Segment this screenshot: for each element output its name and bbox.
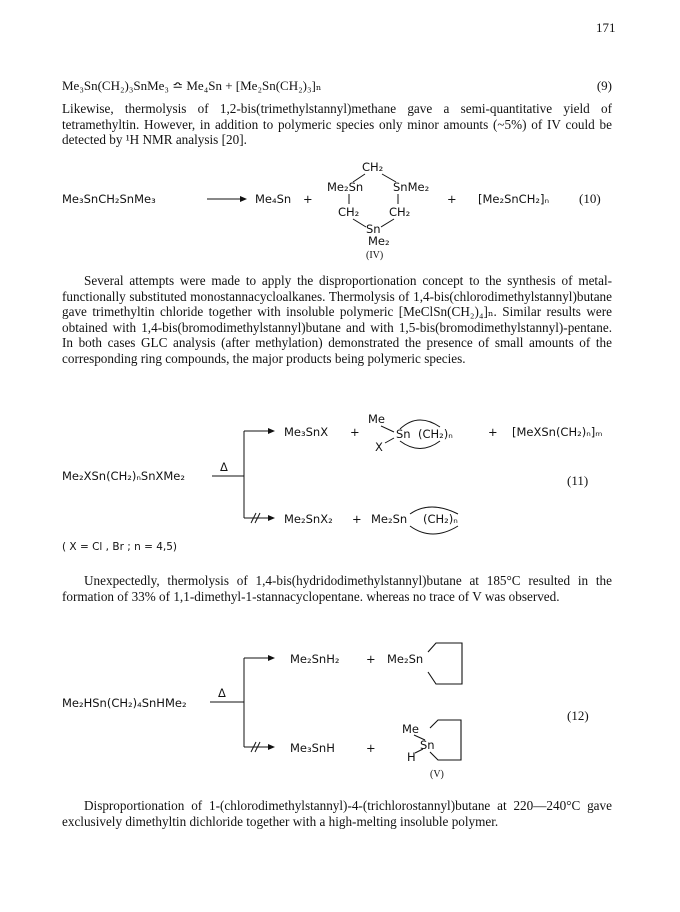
eq12-bottom-ring: [430, 720, 461, 760]
eq12-plus: +: [366, 652, 376, 666]
eq11-plus: +: [350, 425, 360, 439]
eq12-reactant: Me₂HSn(CH₂)₄SnHMe₂: [62, 696, 187, 710]
eq10-plus: +: [303, 192, 313, 206]
eq11-number: (11): [567, 473, 589, 488]
eq10-plus: +: [447, 192, 457, 206]
eq11-bottom-ch2: (CH₂)ₙ: [423, 512, 458, 526]
eq9-arrow: ≏: [172, 78, 184, 93]
eq11-condition: ( X = Cl , Br ; n = 4,5): [62, 541, 178, 553]
eq10-ring-me2: Me₂: [368, 234, 390, 248]
eq12-bottom-product-1: Me₃SnH: [290, 741, 335, 755]
paragraph-2: Several attempts were made to apply the disproportionation concept to the synthesis of metal-functionally substituted monostannacycloalkanes. Thermolysis of 1,4-bis(chlorodimethylstannyl)butane gave trimethyltin chloride together with insoluble polymeric [MeClSn(CH₂)₄]ₙ. Similar results were obtained with 1,4-bis(bromodimethylstannyl)butane and with 1,5-bis(bromodimethylstannyl)-pentane. In both cases GLC analysis (after methylation) demonstrated the presence of small amounts of the corresponding ring compounds, the major products being polymeric species.: [62, 273, 612, 366]
eq12-ring-h: H: [407, 750, 416, 764]
eq11-plus: +: [488, 425, 498, 439]
eq11-ring-me: Me: [368, 412, 385, 426]
eq12-top-product-1: Me₂SnH₂: [290, 652, 340, 666]
eq11-reactant: Me₂XSn(CH₂)ₙSnXMe₂: [62, 469, 185, 483]
eq9-number: (9): [596, 78, 612, 93]
eq12-arrowhead-top: [268, 655, 275, 661]
eq9-reactant: Me₃Sn(CH₂)₃SnMe₃: [62, 78, 169, 93]
eq11-ring-ch2: (CH₂)ₙ: [418, 427, 453, 441]
eq11-top-product-1: Me₃SnX: [284, 425, 329, 439]
eq12-top-ring: [428, 643, 462, 684]
compound-label-v: (V): [430, 769, 444, 780]
eq11-ring-sn: Sn: [396, 427, 411, 441]
eq11-bottom-product-1: Me₂SnX₂: [284, 512, 333, 526]
eq12-ring-me: Me: [402, 722, 419, 736]
eq11-delta: Δ: [220, 460, 228, 474]
eq11-bottom-product-2: Me₂Sn: [371, 512, 408, 526]
eq10-ring-ch2-right: CH₂: [389, 205, 411, 219]
eq12-number: (12): [567, 708, 589, 723]
eq10-number: (10): [579, 191, 601, 206]
eq11-top-product-3: [MeXSn(CH₂)ₙ]ₘ: [512, 425, 603, 439]
paragraph-3: Unexpectedly, thermolysis of 1,4-bis(hydridodimethylstannyl)butane at 185°C resulted in the formation of 33% of 1,1-dimethyl-1-stannacyclopentane. whereas no trace of V was observed.: [62, 573, 612, 604]
eq10-ring-sn-bottom: Sn: [366, 222, 381, 236]
eq10-ring-sn-right: SnMe₂: [393, 180, 430, 194]
eq12-plus: +: [366, 741, 376, 755]
eq10-product-1: Me₄Sn: [255, 192, 292, 206]
compound-label-iv: (IV): [366, 250, 384, 261]
eq10-ring-ch2-left: CH₂: [338, 205, 360, 219]
eq10-product-3: [Me₂SnCH₂]ₙ: [478, 192, 550, 206]
eq12-top-product-2: Me₂Sn: [387, 652, 424, 666]
eq12-arrowhead-bottom: [268, 744, 275, 750]
eq10-ring-sn-left: Me₂Sn: [327, 180, 364, 194]
eq10-reactant: Me₃SnCH₂SnMe₃: [62, 192, 156, 206]
eq11-ring-x: X: [375, 440, 383, 454]
page-number: 171: [596, 20, 616, 35]
eq10-ring-ch2-top: CH₂: [362, 160, 384, 174]
eq9-products: Me₄Sn + [Me₂Sn(CH₂)₃]ₙ: [186, 78, 322, 93]
eq12-delta: Δ: [218, 686, 226, 700]
eq12-ring-sn: Sn: [420, 738, 435, 752]
paragraph-4: Disproportionation of 1-(chlorodimethylstannyl)-4-(trichlorostannyl)butane at 220—240°C gave exclusively dimethyltin dichloride together with a high-melting insoluble polymer.: [62, 798, 612, 829]
eq11-plus: +: [352, 512, 362, 526]
paragraph-1: Likewise, thermolysis of 1,2-bis(trimethylstannyl)methane gave a semi-quantitative yield of tetramethyltin. However, in addition to polymeric species only minor amounts (~5%) of IV could be detected by ¹H NMR analysis [20].: [62, 101, 612, 148]
